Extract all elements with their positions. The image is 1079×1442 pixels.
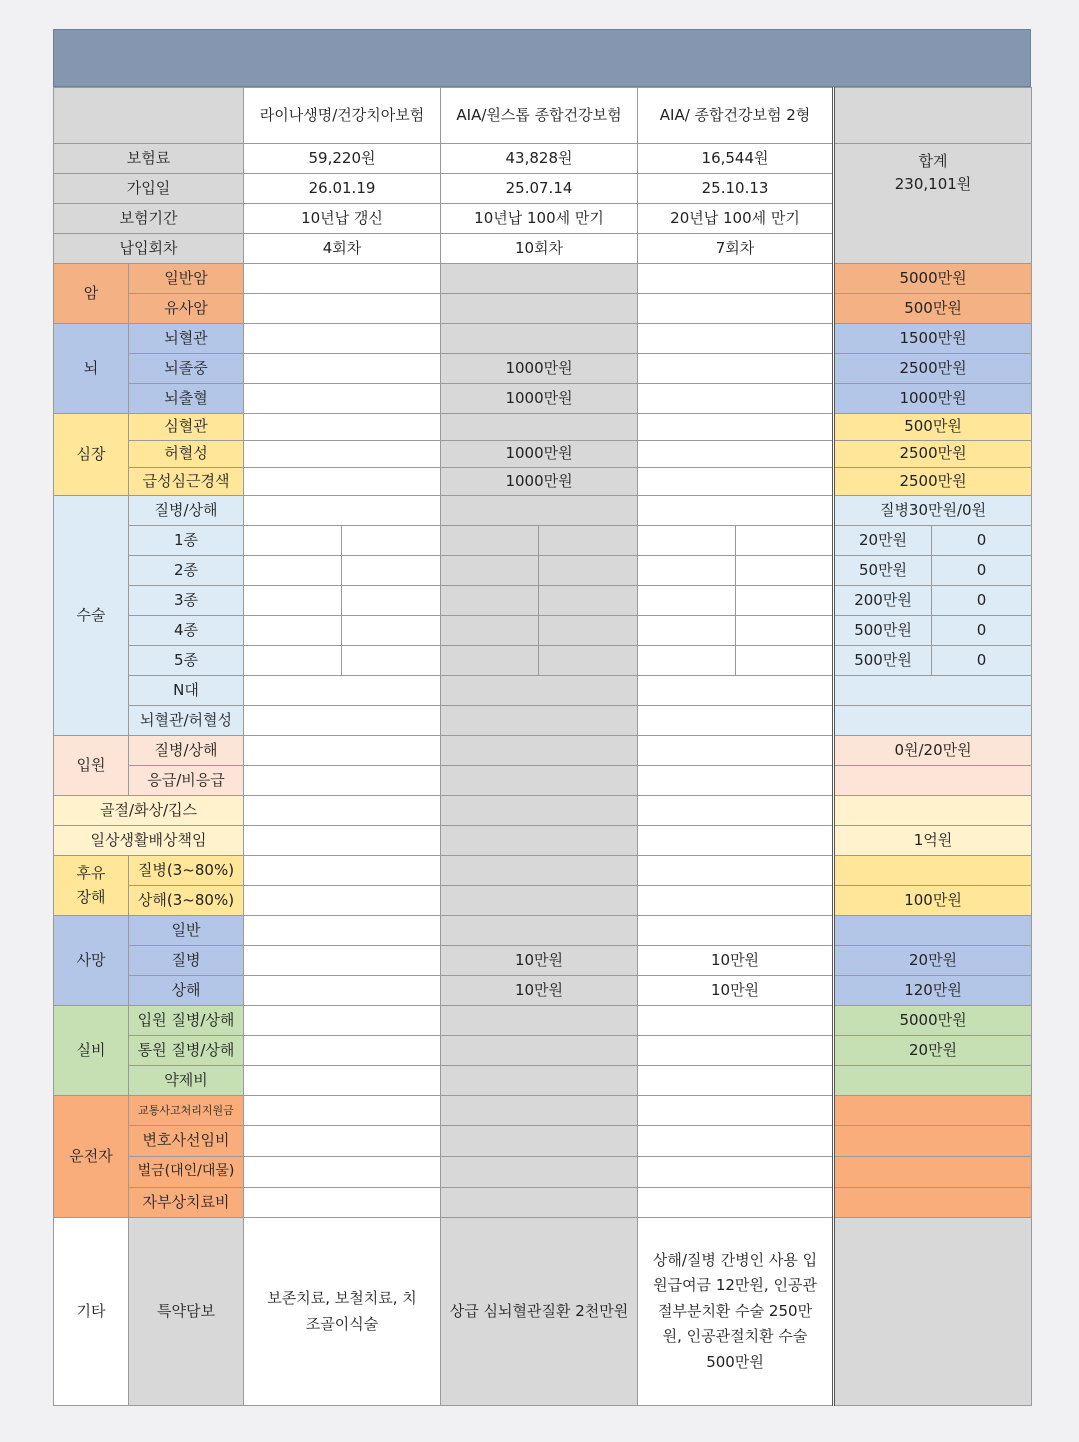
fracture-value [638, 796, 834, 826]
product-1-name: 라이나생명/건강치아보험 [244, 88, 441, 144]
coverage-sheet [53, 29, 1031, 1405]
other-value-3: 상해/질병 간병인 사용 입원급여금 12만원, 인공관절부분치환 수술 250만원, 인공관절치환 수술 500만원 [638, 1218, 834, 1406]
brain-value [244, 384, 441, 414]
cancer-group: 암 [54, 264, 129, 324]
surgery-n-value [638, 676, 834, 706]
payment-count-1: 4회차 [244, 234, 441, 264]
disability-group [54, 856, 129, 916]
disability-row-label: 질병(3~80%) [129, 856, 244, 886]
disability-row-label: 상해(3~80%) [129, 886, 244, 916]
medical-sum: 5000만원 [834, 1006, 1032, 1036]
heart-value: 1000만원 [441, 468, 638, 496]
death-value: 10만원 [441, 976, 638, 1006]
product-3-name: AIA/ 종합건강보험 2형 [638, 88, 834, 144]
cancer-value [441, 264, 638, 294]
hospital-value [244, 736, 441, 766]
surgery-sum-injury: 0 [932, 646, 1032, 676]
surgery-cell [342, 646, 441, 676]
driver-group: 운전자 [54, 1096, 129, 1218]
driver-row-label: 변호사선임비 [129, 1126, 244, 1157]
brain-value [244, 354, 441, 384]
heart-value [244, 468, 441, 496]
driver-value [638, 1126, 834, 1157]
medical-value [638, 1036, 834, 1066]
surgery-cell [638, 646, 736, 676]
surgery-type-label: 1종 [129, 526, 244, 556]
fracture-label: 골절/화상/깁스 [54, 796, 244, 826]
period-1: 10년납 갱신 [244, 204, 441, 234]
surgery-cell [539, 526, 638, 556]
heart-sum: 2500만원 [834, 468, 1032, 496]
brain-sum: 1000만원 [834, 384, 1032, 414]
hospital-sum: 0원/20만원 [834, 736, 1032, 766]
disability-sum [834, 856, 1032, 886]
surgery-cell [638, 586, 736, 616]
driver-value [638, 1188, 834, 1218]
disability-value [244, 886, 441, 916]
disability-value [244, 856, 441, 886]
disability-value [441, 886, 638, 916]
heart-sum: 2500만원 [834, 441, 1032, 468]
surgery-sum-disease: 20만원 [834, 526, 932, 556]
payment-count-2: 10회차 [441, 234, 638, 264]
brain-value [244, 324, 441, 354]
disability-sum: 100만원 [834, 886, 1032, 916]
cancer-sum: 500만원 [834, 294, 1032, 324]
surgery-head-label: 질병/상해 [129, 496, 244, 526]
surgery-cell [539, 646, 638, 676]
heart-value [638, 441, 834, 468]
surgery-head-value [441, 496, 638, 526]
join-date-label: 가입일 [54, 174, 244, 204]
premium-value-2: 43,828원 [441, 144, 638, 174]
liability-value [638, 826, 834, 856]
death-sum [834, 916, 1032, 946]
surgery-cell [736, 586, 834, 616]
surgery-cell [244, 526, 342, 556]
cancer-row-label: 일반암 [129, 264, 244, 294]
liability-value [441, 826, 638, 856]
surgery-group: 수술 [54, 496, 129, 736]
death-row-label: 질병 [129, 946, 244, 976]
surgery-sum-injury: 0 [932, 586, 1032, 616]
surgery-type-label: 4종 [129, 616, 244, 646]
surgery-cell [539, 586, 638, 616]
surgery-sum-disease: 50만원 [834, 556, 932, 586]
driver-value [244, 1157, 441, 1188]
fracture-sum [834, 796, 1032, 826]
surgery-cell [244, 646, 342, 676]
driver-value [638, 1096, 834, 1126]
medical-value [638, 1066, 834, 1096]
death-value [244, 976, 441, 1006]
brain-value [441, 324, 638, 354]
brain-value [638, 354, 834, 384]
surgery-cell [441, 616, 539, 646]
surgery-cell [244, 556, 342, 586]
surgery-cv-value [638, 706, 834, 736]
heart-value [244, 414, 441, 441]
disability-value [638, 856, 834, 886]
death-value: 10만원 [638, 976, 834, 1006]
fracture-value [441, 796, 638, 826]
surgery-n-label: N대 [129, 676, 244, 706]
heart-value [638, 414, 834, 441]
death-value [244, 916, 441, 946]
driver-sum [834, 1157, 1032, 1188]
surgery-type-label: 5종 [129, 646, 244, 676]
period-3: 20년납 100세 만기 [638, 204, 834, 234]
driver-value [441, 1188, 638, 1218]
medical-row-label: 입원 질병/상해 [129, 1006, 244, 1036]
driver-sum [834, 1096, 1032, 1126]
death-row-label: 일반 [129, 916, 244, 946]
payment-count-label: 납입회차 [54, 234, 244, 264]
liability-value [244, 826, 441, 856]
driver-row-label: 자부상치료비 [129, 1188, 244, 1218]
surgery-cell [342, 526, 441, 556]
total-label: 합계 [918, 152, 948, 170]
surgery-head-value [244, 496, 441, 526]
driver-value [244, 1188, 441, 1218]
join-date-2: 25.07.14 [441, 174, 638, 204]
driver-value [244, 1126, 441, 1157]
surgery-cell [736, 616, 834, 646]
medical-value [441, 1066, 638, 1096]
surgery-sum-disease: 500만원 [834, 616, 932, 646]
total-value: 230,101원 [894, 175, 972, 194]
brain-sum: 2500만원 [834, 354, 1032, 384]
brain-value: 1000만원 [441, 354, 638, 384]
medical-value [638, 1006, 834, 1036]
death-value: 10만원 [638, 946, 834, 976]
cancer-row-label: 유사암 [129, 294, 244, 324]
driver-value [441, 1157, 638, 1188]
surgery-cell [539, 556, 638, 586]
other-value-1: 보존치료, 보철치료, 치조골이식술 [244, 1218, 441, 1406]
surgery-cell [638, 526, 736, 556]
medical-value [244, 1036, 441, 1066]
surgery-n-sum [834, 676, 1032, 706]
liability-label: 일상생활배상책임 [54, 826, 244, 856]
death-value: 10만원 [441, 946, 638, 976]
death-row-label: 상해 [129, 976, 244, 1006]
cancer-value [244, 264, 441, 294]
coverage-table [53, 87, 1032, 1406]
driver-value [441, 1126, 638, 1157]
heart-group: 심장 [54, 414, 129, 496]
surgery-sum-disease: 500만원 [834, 646, 932, 676]
heart-value [244, 441, 441, 468]
product-2-name: AIA/원스톱 종합건강보험 [441, 88, 638, 144]
surgery-type-label: 3종 [129, 586, 244, 616]
hospital-value [244, 766, 441, 796]
medical-value [244, 1006, 441, 1036]
medical-row-label: 통원 질병/상해 [129, 1036, 244, 1066]
medical-value [441, 1036, 638, 1066]
hospital-sum [834, 766, 1032, 796]
liability-sum: 1억원 [834, 826, 1032, 856]
hospital-value [441, 736, 638, 766]
death-value [244, 946, 441, 976]
hospital-value [638, 766, 834, 796]
surgery-cell [441, 526, 539, 556]
driver-value [244, 1096, 441, 1126]
hospital-row-label: 응급/비응급 [129, 766, 244, 796]
death-group: 사망 [54, 916, 129, 1006]
premium-value-1: 59,220원 [244, 144, 441, 174]
cancer-sum: 5000만원 [834, 264, 1032, 294]
driver-sum [834, 1126, 1032, 1157]
join-date-1: 26.01.19 [244, 174, 441, 204]
total-header-blank [834, 88, 1032, 144]
medical-row-label: 약제비 [129, 1066, 244, 1096]
premium-label: 보험료 [54, 144, 244, 174]
surgery-cv-value [441, 706, 638, 736]
surgery-cell [638, 556, 736, 586]
medical-value [441, 1006, 638, 1036]
surgery-cell [638, 616, 736, 646]
surgery-cell [244, 586, 342, 616]
surgery-cell [342, 616, 441, 646]
total-cell [834, 144, 1032, 264]
disability-value [638, 886, 834, 916]
driver-row-label: 교통사고처리지원금 [129, 1096, 244, 1126]
heart-sum: 500만원 [834, 414, 1032, 441]
surgery-sum-injury: 0 [932, 616, 1032, 646]
death-sum: 20만원 [834, 946, 1032, 976]
surgery-cell [441, 646, 539, 676]
surgery-sum-injury: 0 [932, 526, 1032, 556]
disability-value [441, 856, 638, 886]
premium-value-3: 16,544원 [638, 144, 834, 174]
surgery-n-value [441, 676, 638, 706]
other-sum [834, 1218, 1032, 1406]
heart-row-label: 허혈성 [129, 441, 244, 468]
brain-row-label: 뇌혈관 [129, 324, 244, 354]
surgery-cell [736, 526, 834, 556]
disability-group-line2: 장해 [76, 887, 106, 906]
surgery-cell [342, 556, 441, 586]
period-2: 10년납 100세 만기 [441, 204, 638, 234]
disability-group-line1: 후유 [76, 864, 106, 883]
surgery-n-value [244, 676, 441, 706]
surgery-cell [539, 616, 638, 646]
brain-value: 1000만원 [441, 384, 638, 414]
surgery-cell [441, 556, 539, 586]
heart-row-label: 심혈관 [129, 414, 244, 441]
surgery-sum-injury: 0 [932, 556, 1032, 586]
medical-value [244, 1066, 441, 1096]
driver-value [441, 1096, 638, 1126]
brain-value [638, 324, 834, 354]
other-group: 기타 [54, 1218, 129, 1406]
surgery-head-sum: 질병30만원/0원 [834, 496, 1032, 526]
medical-sum [834, 1066, 1032, 1096]
period-label: 보험기간 [54, 204, 244, 234]
heart-value [441, 414, 638, 441]
medical-group: 실비 [54, 1006, 129, 1096]
surgery-cell [736, 646, 834, 676]
other-label: 특약담보 [129, 1218, 244, 1406]
driver-value [638, 1157, 834, 1188]
header-corner [54, 88, 244, 144]
death-value [638, 916, 834, 946]
driver-sum [834, 1188, 1032, 1218]
medical-sum: 20만원 [834, 1036, 1032, 1066]
surgery-cv-sum [834, 706, 1032, 736]
heart-row-label: 급성심근경색 [129, 468, 244, 496]
brain-value [638, 384, 834, 414]
surgery-cv-value [244, 706, 441, 736]
brain-sum: 1500만원 [834, 324, 1032, 354]
cancer-value [638, 264, 834, 294]
other-value-2: 상급 심뇌혈관질환 2천만원 [441, 1218, 638, 1406]
surgery-cell [736, 556, 834, 586]
cancer-value [244, 294, 441, 324]
surgery-cell [441, 586, 539, 616]
surgery-cell [342, 586, 441, 616]
brain-row-label: 뇌졸중 [129, 354, 244, 384]
hospital-value [638, 736, 834, 766]
surgery-head-value [638, 496, 834, 526]
payment-count-3: 7회차 [638, 234, 834, 264]
driver-row-label: 벌금(대인/대물) [129, 1157, 244, 1188]
death-sum: 120만원 [834, 976, 1032, 1006]
hospital-group: 입원 [54, 736, 129, 796]
brain-group: 뇌 [54, 324, 129, 414]
join-date-3: 25.10.13 [638, 174, 834, 204]
cancer-value [638, 294, 834, 324]
surgery-cv-label: 뇌혈관/허혈성 [129, 706, 244, 736]
fracture-value [244, 796, 441, 826]
heart-value: 1000만원 [441, 441, 638, 468]
heart-value [638, 468, 834, 496]
surgery-cell [244, 616, 342, 646]
death-value [441, 916, 638, 946]
hospital-value [441, 766, 638, 796]
surgery-type-label: 2종 [129, 556, 244, 586]
cancer-value [441, 294, 638, 324]
header-banner [53, 29, 1031, 87]
brain-row-label: 뇌출혈 [129, 384, 244, 414]
hospital-row-label: 질병/상해 [129, 736, 244, 766]
surgery-sum-disease: 200만원 [834, 586, 932, 616]
